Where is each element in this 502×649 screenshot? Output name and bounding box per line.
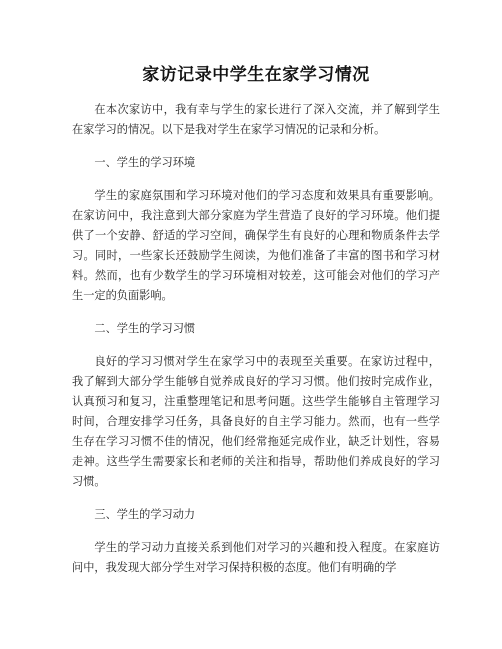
section-paragraph-environment: 学生的家庭氛围和学习环境对他们的学习态度和效果具有重要影响。在家访问中，我注意到大部分家庭为学生营造了良好的学习环境。他们提供了一个安静、舒适的学习空间，确保学生有良好的心理和物质条件去学习。同时，一些家长还鼓励学生阅读，为他们准备了丰富的图书和学习材料。然而，也有少数学生的学习环境相对较差，这可能会对他们的学习产生一定的负面影响。 <box>72 189 440 302</box>
section-heading-motivation: 三、学生的学习动力 <box>94 508 196 521</box>
intro-paragraph: 在本次家访中，我有幸与学生的家长进行了深入交流，并了解到学生在家学习的情况。以下是我对学生在家学习情况的记录和分析。 <box>72 103 440 136</box>
section-paragraph-motivation: 学生的学习动力直接关系到他们对学习的兴趣和投入程度。在家庭访问中，我发现大部分学生对学习保持积极的态度。他们有明确的学 <box>72 541 440 574</box>
document-title: 家访记录中学生在家学习情况 <box>142 65 370 85</box>
section-heading-environment: 一、学生的学习环境 <box>94 156 196 169</box>
section-heading-habits: 二、学生的学习习惯 <box>94 322 196 335</box>
section-paragraph-habits: 良好的学习习惯对学生在家学习中的表现至关重要。在家访过程中，我了解到大部分学生能够自觉养成良好的学习习惯。他们按时完成作业，认真预习和复习，注重整理笔记和思考问题。这些学生能够自主管理学习时间，合理安排学习任务，具备良好的自主学习能力。然而，也有一些学生存在学习习惯不佳的情况，他们经常拖延完成作业，缺乏计划性，容易走神。这些学生需要家长和老师的关注和指导，帮助他们养成良好的学习习惯。 <box>72 355 440 488</box>
